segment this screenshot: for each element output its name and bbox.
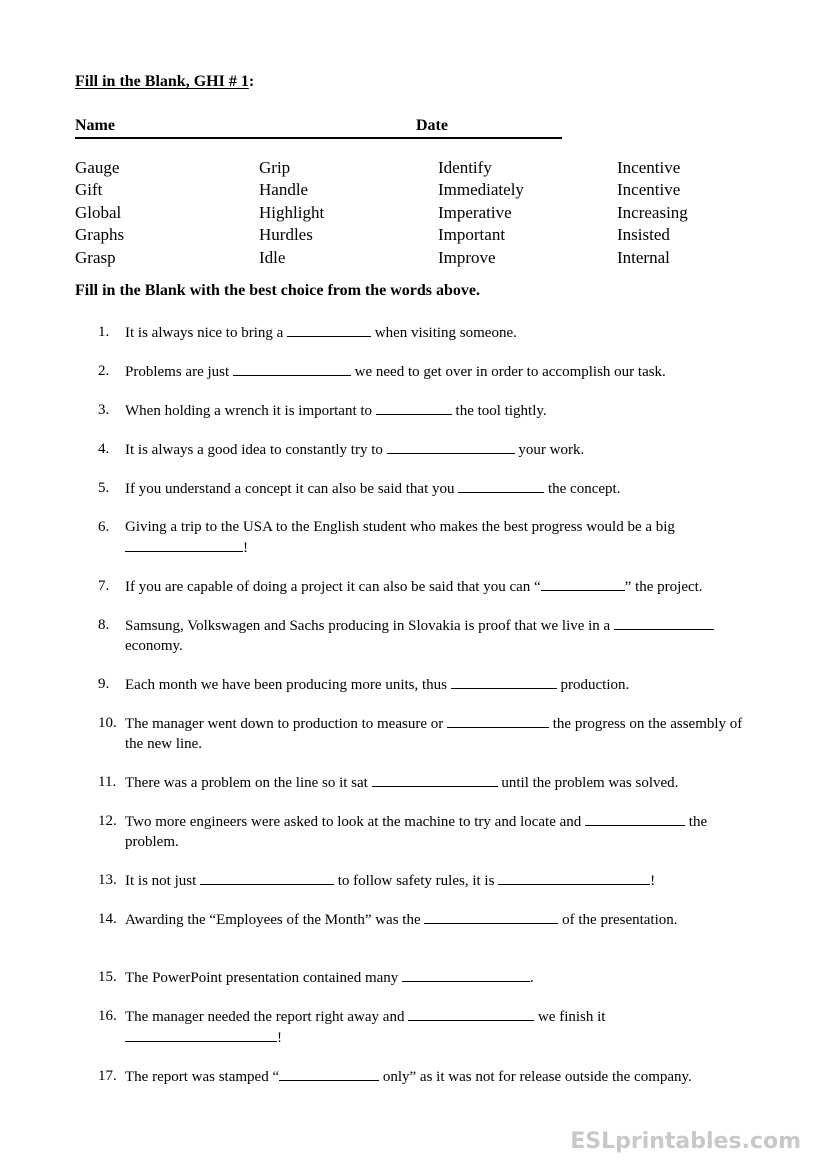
- question-number: 3.: [98, 402, 110, 418]
- question-text-segment: It is always nice to bring a: [125, 325, 288, 341]
- question-text-segment: !: [650, 873, 656, 889]
- word-bank-word: Gift: [75, 180, 103, 200]
- answer-blank[interactable]: [233, 361, 351, 376]
- question-text-segment: If you understand a concept it can also be said that you: [125, 481, 459, 497]
- question-text-segment: we finish it: [534, 1009, 610, 1025]
- answer-blank[interactable]: [376, 400, 452, 415]
- question-text: [125, 772, 748, 793]
- answer-blank[interactable]: [458, 478, 544, 493]
- question-text-segment: ” the project.: [624, 579, 703, 595]
- question-text: [125, 322, 748, 343]
- question-number: 17.: [98, 1068, 117, 1084]
- answer-blank[interactable]: [541, 576, 625, 591]
- question-text-segment: to follow safety rules, it is: [334, 873, 499, 889]
- word-bank-word: Grasp: [75, 247, 116, 267]
- word-bank-word: Insisted: [617, 225, 670, 245]
- question-item: [98, 478, 748, 499]
- question-number: 14.: [98, 911, 117, 927]
- question-item: [98, 870, 748, 891]
- question-text: [125, 517, 748, 558]
- question-text: [125, 576, 748, 597]
- question-text-segment: production.: [556, 677, 630, 693]
- answer-blank[interactable]: [372, 772, 498, 787]
- answer-blank[interactable]: [498, 870, 650, 885]
- word-bank-word: Imperative: [438, 202, 512, 222]
- question-item: [98, 517, 748, 558]
- question-number: 13.: [98, 872, 117, 888]
- title-text: Fill in the Blank, GHI # 1: [75, 73, 249, 90]
- question-item: [98, 811, 748, 852]
- question-text-segment: economy.: [125, 618, 718, 654]
- question-text-segment: Awarding the “Employees of the Month” was the: [125, 912, 425, 928]
- question-text-segment: Samsung, Volkswagen and Sachs producing in Slovakia is proof that we live in a: [125, 618, 614, 634]
- question-text: [125, 967, 748, 988]
- instructions: Fill in the Blank with the best choice from the words above.: [75, 282, 481, 299]
- question-text-segment: the tool tightly.: [451, 403, 547, 419]
- question-text: [125, 1066, 748, 1087]
- word-bank-word: Increasing: [617, 202, 688, 222]
- question-text-segment: There was a problem on the line so it sat: [125, 775, 372, 791]
- question-number: 12.: [98, 813, 117, 829]
- question-number: 9.: [98, 676, 110, 692]
- question-number: 10.: [98, 715, 117, 731]
- question-text-segment: until the problem was solved.: [497, 775, 679, 791]
- question-item: [98, 615, 748, 656]
- answer-blank[interactable]: [125, 537, 243, 552]
- question-text-segment: When holding a wrench it is important to: [125, 403, 376, 419]
- word-bank-column: [259, 157, 324, 269]
- question-text: [125, 870, 748, 891]
- answer-blank[interactable]: [614, 615, 714, 630]
- word-bank-word: Idle: [259, 247, 286, 267]
- answer-blank[interactable]: [402, 967, 530, 982]
- name-date-line[interactable]: [75, 137, 562, 139]
- answer-blank[interactable]: [279, 1066, 379, 1081]
- answer-blank[interactable]: [451, 674, 557, 689]
- question-number: 2.: [98, 363, 110, 379]
- word-bank-word: Grip: [259, 158, 291, 177]
- word-bank: [75, 157, 775, 269]
- word-bank-word: Global: [75, 202, 122, 222]
- word-bank-word: Identify: [438, 158, 492, 177]
- word-bank-word: Hurdles: [259, 225, 313, 245]
- question-text: [125, 478, 748, 499]
- question-text-segment: The manager needed the report right away and: [125, 1009, 409, 1025]
- question-number: 1.: [98, 324, 110, 340]
- question-text-segment: the concept.: [544, 481, 621, 497]
- question-number: 6.: [98, 519, 110, 535]
- word-bank-word: Important: [438, 225, 506, 245]
- question-text: [125, 400, 748, 421]
- word-bank-word: Immediately: [438, 180, 524, 200]
- question-text-segment: The report was stamped “: [125, 1069, 280, 1085]
- question-text-segment: only” as it was not for release outside the company.: [379, 1069, 692, 1085]
- question-text-segment: Each month we have been producing more units, thus: [125, 677, 451, 693]
- answer-blank[interactable]: [408, 1006, 534, 1021]
- word-bank-word: Graphs: [75, 225, 125, 245]
- word-bank-word: Highlight: [259, 202, 325, 222]
- question-text-segment: of the presentation.: [558, 912, 678, 928]
- word-bank-word: Incentive: [617, 180, 681, 200]
- question-list: [98, 322, 748, 1105]
- word-bank-word: Internal: [617, 247, 670, 267]
- date-label: Date: [416, 117, 448, 134]
- question-text-segment: The PowerPoint presentation contained many: [125, 970, 403, 986]
- word-bank-word: Improve: [438, 247, 496, 267]
- question-item: [98, 400, 748, 421]
- word-bank-column: [75, 157, 124, 269]
- question-text-segment: .: [530, 970, 534, 986]
- question-text-segment: Giving a trip to the USA to the English student who makes the best progress would be a big: [125, 519, 679, 535]
- question-text-segment: the progress on the assembly of the new line.: [125, 716, 747, 752]
- title-colon: :: [248, 73, 255, 90]
- word-bank-word: Gauge: [75, 158, 120, 177]
- question-text-segment: It is not just: [125, 873, 201, 889]
- word-bank-word: Handle: [259, 180, 309, 200]
- question-number: 4.: [98, 441, 110, 457]
- answer-blank[interactable]: [287, 322, 371, 337]
- name-date-row: [75, 117, 565, 139]
- watermark: ESLprintables.com: [570, 1129, 801, 1154]
- question-number: 7.: [98, 578, 110, 594]
- answer-blank[interactable]: [387, 439, 515, 454]
- question-number: 16.: [98, 1008, 117, 1024]
- question-text-segment: It is always a good idea to constantly try to: [125, 442, 387, 458]
- word-bank-column: [617, 157, 688, 269]
- question-item: [98, 1006, 748, 1048]
- name-label: Name: [75, 117, 115, 134]
- answer-blank[interactable]: [447, 713, 549, 728]
- question-text: [125, 361, 748, 382]
- question-text-segment: If you are capable of doing a project it can also be said that you can “: [125, 579, 541, 595]
- answer-blank[interactable]: [585, 811, 685, 826]
- question-item: [98, 772, 748, 793]
- question-text: [125, 1006, 748, 1048]
- answer-blank[interactable]: [424, 909, 558, 924]
- question-item: [98, 909, 748, 930]
- question-item: [98, 361, 748, 382]
- word-bank-column: [438, 157, 524, 269]
- answer-blank[interactable]: [125, 1027, 277, 1042]
- question-item: [98, 576, 748, 597]
- question-number: 8.: [98, 617, 110, 633]
- question-text-segment: we need to get over in order to accomplish our task.: [350, 364, 666, 380]
- question-text: [125, 439, 748, 460]
- question-item: [98, 674, 748, 695]
- question-text-segment: when visiting someone.: [371, 325, 517, 341]
- question-item: [98, 322, 748, 343]
- question-text: [125, 713, 748, 754]
- question-text-segment: the problem.: [125, 814, 711, 850]
- question-text: [125, 909, 748, 930]
- question-text: [125, 811, 748, 852]
- question-text-segment: Two more engineers were asked to look at the machine to try and locate and: [125, 814, 586, 830]
- question-text: [125, 674, 748, 695]
- worksheet-title: [75, 73, 254, 91]
- watermark-area: [0, 1120, 821, 1160]
- question-text-segment: !: [243, 540, 248, 556]
- question-number: 5.: [98, 480, 110, 496]
- question-item: [98, 967, 748, 988]
- question-number: 15.: [98, 969, 117, 985]
- question-number: 11.: [98, 774, 117, 790]
- question-text-segment: your work.: [514, 442, 585, 458]
- question-text-segment: Problems are just: [125, 364, 233, 380]
- question-item: [98, 1066, 748, 1087]
- question-text-segment: The manager went down to production to measure or: [125, 716, 447, 732]
- word-bank-word: Incentive: [617, 158, 681, 177]
- question-text: [125, 615, 748, 656]
- question-item: [98, 439, 748, 460]
- question-text-segment: !: [277, 1030, 282, 1046]
- question-item: [98, 713, 748, 754]
- answer-blank[interactable]: [200, 870, 334, 885]
